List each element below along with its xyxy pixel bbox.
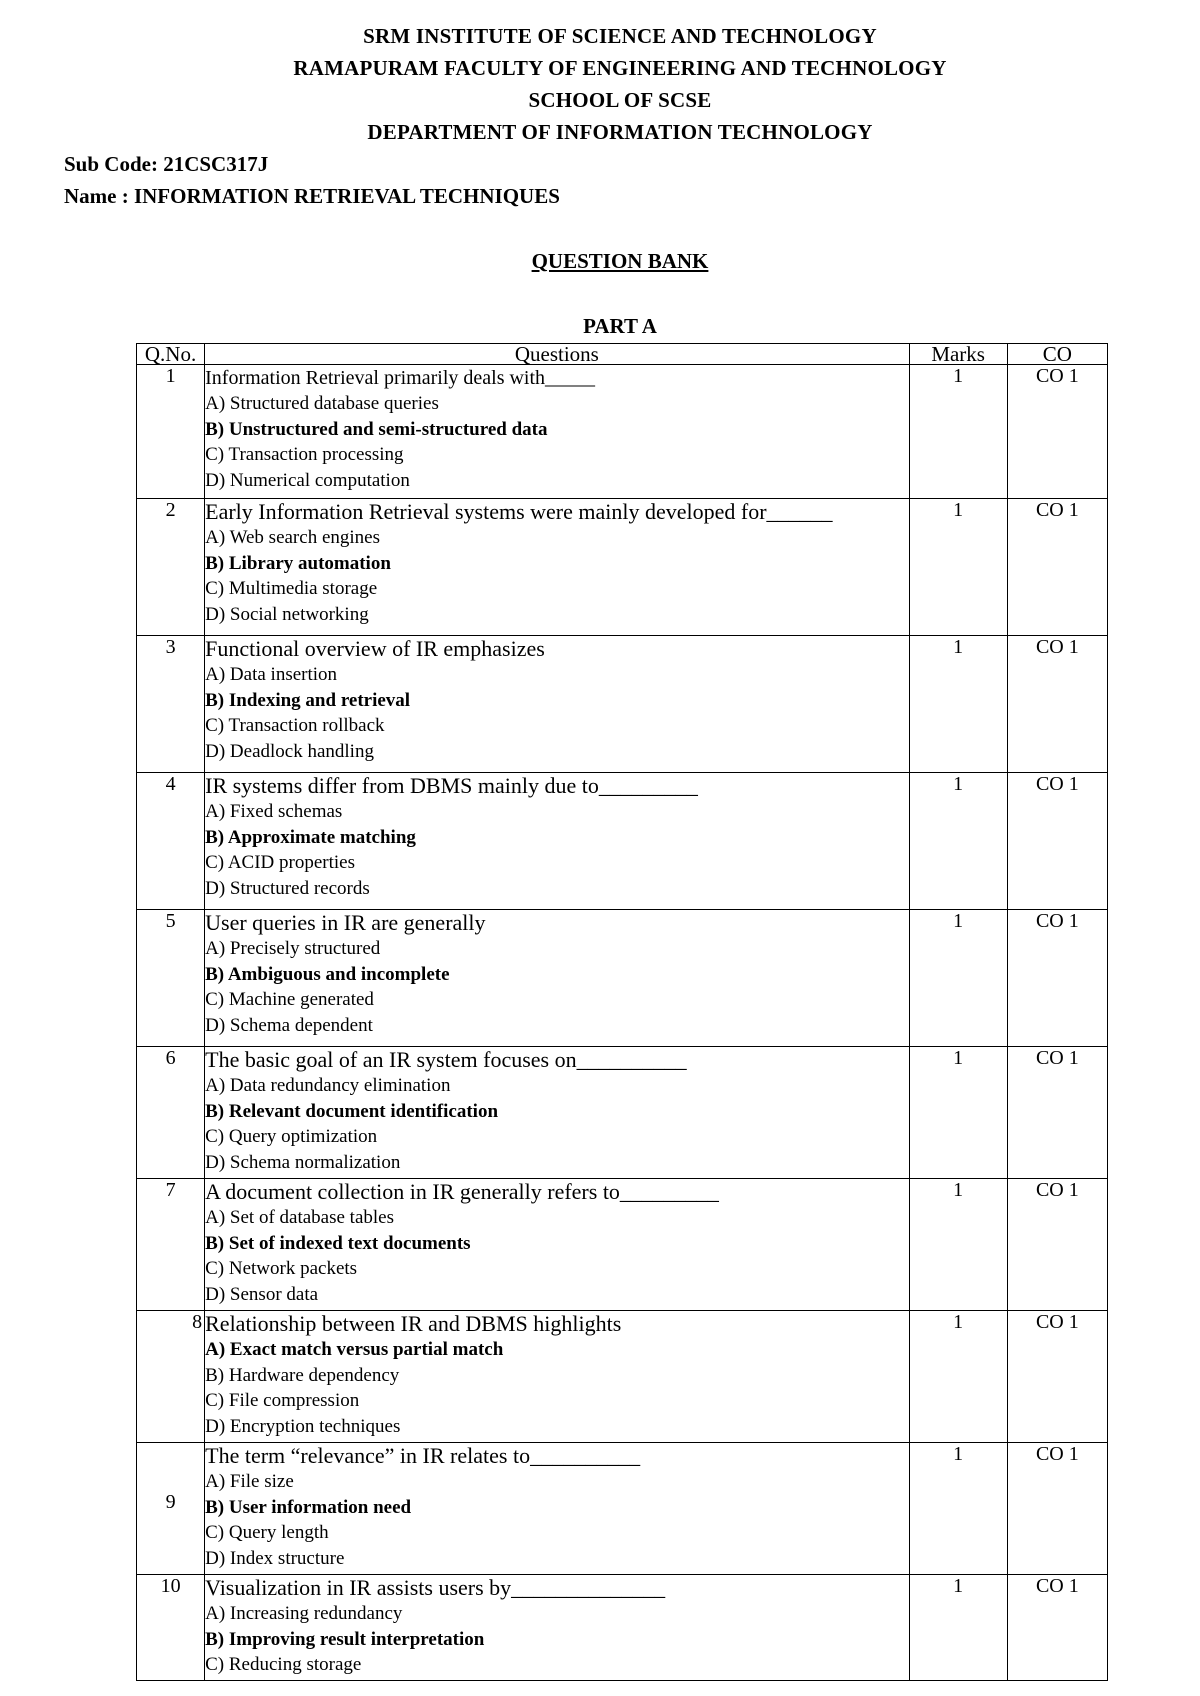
option-d: D) Encryption techniques <box>205 1415 401 1437</box>
option-d: D) Deadlock handling <box>205 740 374 762</box>
option-a: A) Data insertion <box>205 664 338 685</box>
option-d: D) Numerical computation <box>205 469 410 491</box>
marks-value: 1 <box>909 365 1007 499</box>
part-title: PART A <box>583 314 657 338</box>
question-text: The term “relevance” in IR relates to__________ <box>205 1443 641 1468</box>
option-c: C) Query optimization <box>205 1126 378 1147</box>
marks-value: 1 <box>909 910 1007 1047</box>
marks-value: 1 <box>909 499 1007 636</box>
question-number: 5 <box>137 910 205 1047</box>
table-row <box>137 636 1108 773</box>
option-d: D) Sensor data <box>205 1283 319 1305</box>
question-number: 8 <box>137 1311 205 1443</box>
co-value: CO 1 <box>1007 1311 1107 1443</box>
question-cell <box>205 636 909 773</box>
option-c: C) Transaction rollback <box>205 715 385 736</box>
co-value: CO 1 <box>1007 636 1107 773</box>
option-d: D) Social networking <box>205 603 369 625</box>
marks-value: 1 <box>909 773 1007 910</box>
question-text: Relationship between IR and DBMS highlights <box>205 1311 622 1336</box>
subject-name: Name : INFORMATION RETRIEVAL TECHNIQUES <box>64 184 560 208</box>
question-text: Functional overview of IR emphasizes <box>205 636 545 661</box>
marks-value: 1 <box>909 1443 1007 1575</box>
option-b-answer: B) Set of indexed text documents <box>205 1232 471 1254</box>
header-marks: Marks <box>909 344 1007 365</box>
option-a: A) File size <box>205 1471 294 1492</box>
option-b-answer: B) Indexing and retrieval <box>205 689 411 711</box>
question-number: 6 <box>137 1047 205 1179</box>
question-text: Visualization in IR assists users by______________ <box>205 1575 666 1600</box>
question-text: The basic goal of an IR system focuses on__________ <box>205 1047 687 1072</box>
school-name: SCHOOL OF SCSE <box>528 88 712 112</box>
header-qno: Q.No. <box>137 344 205 365</box>
table-row <box>137 773 1108 910</box>
table-row <box>137 365 1108 499</box>
table-row <box>137 1047 1108 1179</box>
table-row <box>137 1443 1108 1575</box>
co-value: CO 1 <box>1007 1047 1107 1179</box>
header-questions: Questions <box>205 344 909 365</box>
question-text: IR systems differ from DBMS mainly due to_________ <box>205 773 698 798</box>
option-a: A) Increasing redundancy <box>205 1603 403 1624</box>
question-cell <box>205 1575 909 1681</box>
question-text: Information Retrieval primarily deals with_____ <box>205 367 596 389</box>
option-c: C) File compression <box>205 1390 360 1411</box>
institute-name: SRM INSTITUTE OF SCIENCE AND TECHNOLOGY <box>363 24 877 48</box>
co-value: CO 1 <box>1007 1179 1107 1311</box>
question-text: User queries in IR are generally <box>205 910 486 935</box>
question-number: 1 <box>137 365 205 499</box>
marks-value: 1 <box>909 1575 1007 1681</box>
option-a-answer: A) Exact match versus partial match <box>205 1339 504 1360</box>
co-value: CO 1 <box>1007 1575 1107 1681</box>
table-row <box>137 1179 1108 1311</box>
option-d: D) Index structure <box>205 1547 345 1569</box>
option-b-answer: B) Approximate matching <box>205 826 416 848</box>
question-number: 2 <box>137 499 205 636</box>
co-value: CO 1 <box>1007 365 1107 499</box>
table-row <box>137 1311 1108 1443</box>
option-a: A) Fixed schemas <box>205 801 343 822</box>
option-d: D) Schema dependent <box>205 1014 373 1036</box>
option-d: D) Structured records <box>205 877 370 899</box>
question-number: 7 <box>137 1179 205 1311</box>
question-number: 9 <box>137 1443 205 1575</box>
option-d: D) Schema normalization <box>205 1151 401 1173</box>
question-cell <box>205 365 909 499</box>
question-cell <box>205 499 909 636</box>
header-co: CO <box>1007 344 1107 365</box>
option-c: C) Network packets <box>205 1258 358 1279</box>
table-header-row <box>137 344 1108 365</box>
department-name: DEPARTMENT OF INFORMATION TECHNOLOGY <box>367 120 873 144</box>
option-a: A) Web search engines <box>205 527 380 548</box>
table-row <box>137 910 1108 1047</box>
co-value: CO 1 <box>1007 910 1107 1047</box>
option-a: A) Structured database queries <box>205 393 439 414</box>
question-cell <box>205 910 909 1047</box>
section-title: QUESTION BANK <box>531 249 709 273</box>
option-c: C) Query length <box>205 1522 329 1543</box>
question-number: 3 <box>137 636 205 773</box>
question-text: Early Information Retrieval systems were mainly developed for______ <box>205 499 833 524</box>
table-row <box>137 1575 1108 1681</box>
option-b-answer: B) Relevant document identification <box>205 1100 499 1122</box>
question-cell <box>205 1047 909 1179</box>
option-b-answer: B) Ambiguous and incomplete <box>205 963 450 985</box>
option-c: C) Reducing storage <box>205 1654 362 1675</box>
question-cell <box>205 1179 909 1311</box>
option-a: A) Data redundancy elimination <box>205 1075 451 1096</box>
option-b-answer: B) Unstructured and semi-structured data <box>205 418 548 440</box>
question-number: 10 <box>137 1575 205 1681</box>
marks-value: 1 <box>909 1047 1007 1179</box>
option-c: C) Transaction processing <box>205 444 404 465</box>
option-b-answer: B) Improving result interpretation <box>205 1628 485 1650</box>
option-c: C) Machine generated <box>205 989 374 1010</box>
co-value: CO 1 <box>1007 773 1107 910</box>
option-a: A) Precisely structured <box>205 938 381 959</box>
option-c: C) ACID properties <box>205 852 355 873</box>
question-cell <box>205 1311 909 1443</box>
table-row <box>137 499 1108 636</box>
marks-value: 1 <box>909 636 1007 773</box>
option-b-answer: B) Library automation <box>205 552 391 574</box>
question-cell <box>205 773 909 910</box>
option-c: C) Multimedia storage <box>205 578 378 599</box>
question-text: A document collection in IR generally refers to_________ <box>205 1179 719 1204</box>
co-value: CO 1 <box>1007 499 1107 636</box>
question-cell <box>205 1443 909 1575</box>
marks-value: 1 <box>909 1311 1007 1443</box>
co-value: CO 1 <box>1007 1443 1107 1575</box>
question-table <box>136 343 1108 1681</box>
faculty-name: RAMAPURAM FACULTY OF ENGINEERING AND TECHNOLOGY <box>293 56 947 80</box>
option-b-answer: B) User information need <box>205 1496 412 1518</box>
marks-value: 1 <box>909 1179 1007 1311</box>
subject-code: Sub Code: 21CSC317J <box>64 152 269 176</box>
question-number: 4 <box>137 773 205 910</box>
option-b: B) Hardware dependency <box>205 1364 400 1386</box>
option-a: A) Set of database tables <box>205 1207 395 1228</box>
